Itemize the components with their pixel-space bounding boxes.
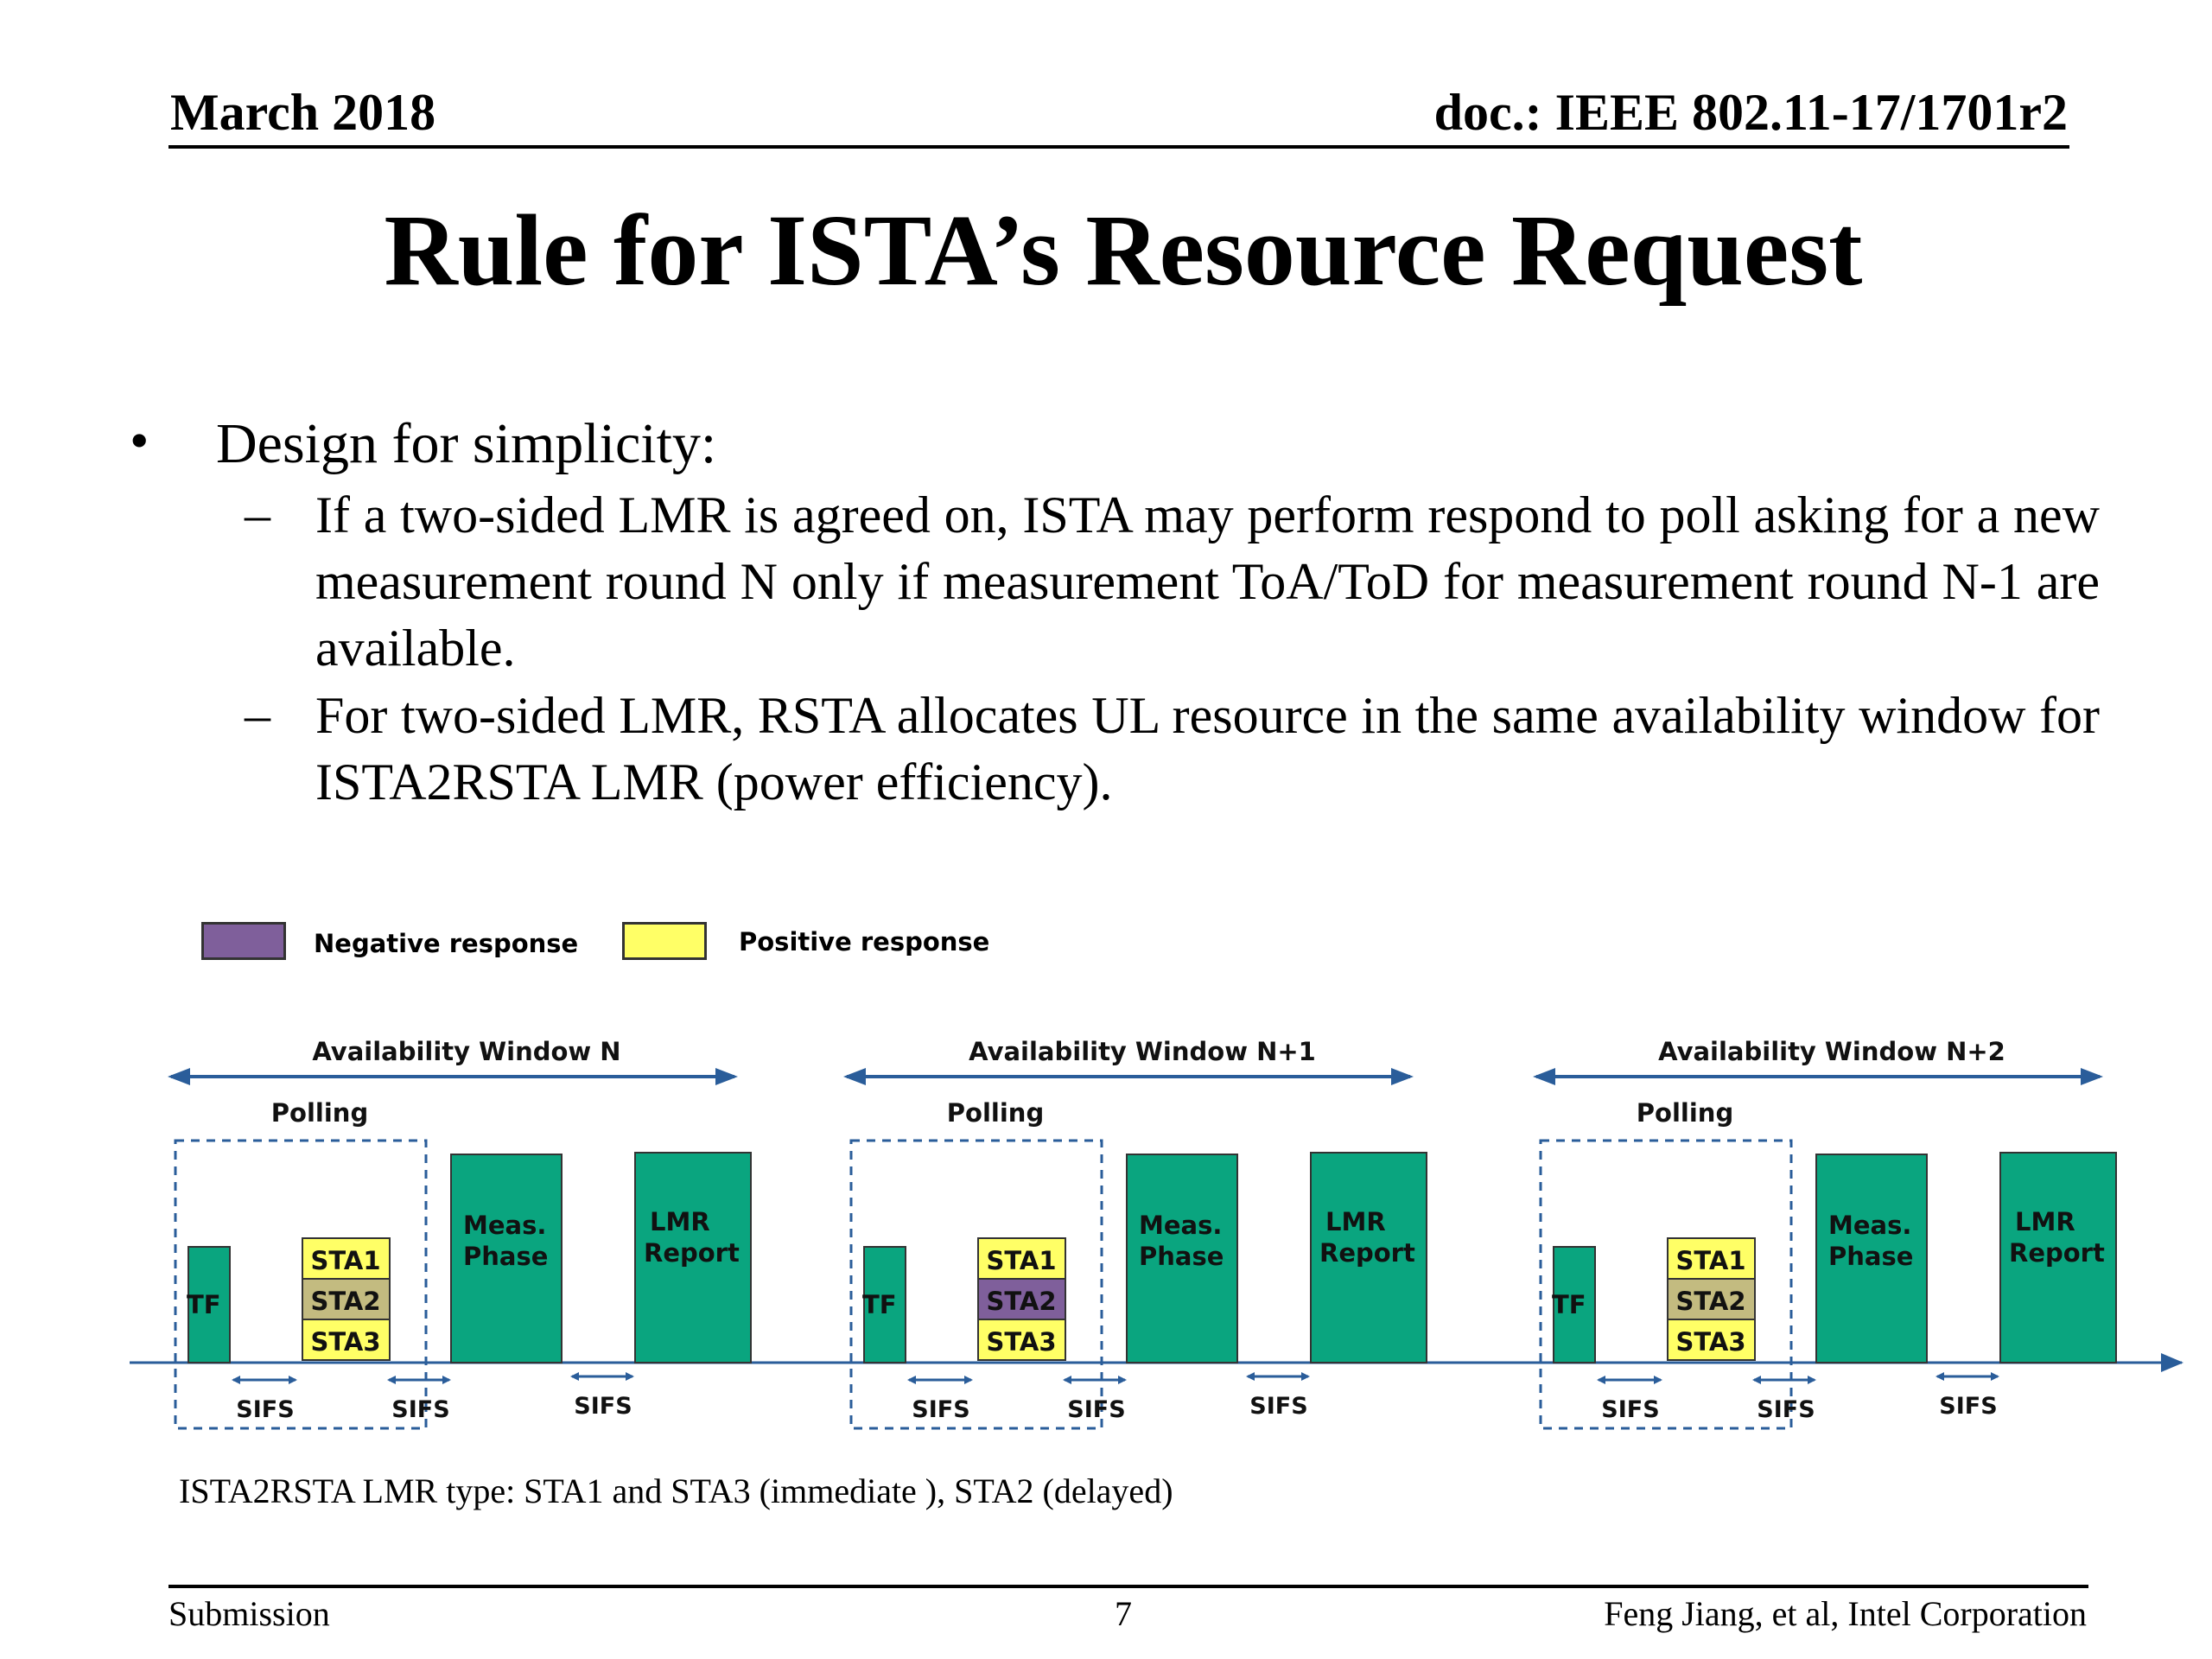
polling-label: Polling <box>946 1098 1045 1128</box>
window-title: Availability Window N+2 <box>1658 1037 2005 1066</box>
tf-label: TF <box>862 1290 897 1319</box>
sifs-label: SIFS <box>391 1396 450 1423</box>
footer-submission: Submission <box>168 1594 330 1633</box>
meas-label: Meas. <box>1139 1211 1223 1240</box>
sifs-label: SIFS <box>1601 1396 1660 1423</box>
sifs-label: SIFS <box>1757 1396 1815 1423</box>
meas-label: Meas. <box>1828 1211 1912 1240</box>
bullet-main: Design for simplicity: <box>216 412 717 475</box>
availability-window-1 <box>847 1037 1427 1428</box>
sta-label: STA2 <box>986 1287 1057 1316</box>
diagram-caption: ISTA2RSTA LMR type: STA1 and STA3 (immediate ), STA2 (delayed) <box>179 1471 1173 1510</box>
sta-label: STA2 <box>1675 1287 1746 1316</box>
sifs-label: SIFS <box>574 1393 632 1420</box>
sifs-label: SIFS <box>236 1396 295 1423</box>
lmr-label: Report <box>1319 1238 1415 1268</box>
sub-bullet-marker: – <box>245 486 270 543</box>
availability-window-0 <box>171 1037 751 1428</box>
sta-label: STA1 <box>310 1246 381 1275</box>
window-title: Availability Window N+1 <box>969 1037 1316 1066</box>
sifs-label: SIFS <box>912 1396 970 1423</box>
sifs-label: SIFS <box>1939 1393 1998 1420</box>
window-title: Availability Window N <box>312 1037 621 1066</box>
lmr-label: Report <box>644 1238 740 1268</box>
footer-author: Feng Jiang, et al, Intel Corporation <box>1604 1594 2087 1633</box>
availability-window-2 <box>1536 1037 2116 1428</box>
meas-label: Meas. <box>463 1211 547 1240</box>
tf-label: TF <box>187 1290 221 1319</box>
header-doc-id: doc.: IEEE 802.11-17/1701r2 <box>1433 84 2068 141</box>
tf-label: TF <box>1552 1290 1586 1319</box>
polling-label: Polling <box>1636 1098 1734 1128</box>
bullet-marker: • <box>130 410 149 471</box>
meas-label: Phase <box>463 1242 549 1271</box>
meas-label: Phase <box>1828 1242 1914 1271</box>
footer-page-number: 7 <box>1115 1594 1132 1633</box>
sifs-label: SIFS <box>1249 1393 1308 1420</box>
sta-label: STA3 <box>310 1327 381 1357</box>
meas-label: Phase <box>1139 1242 1224 1271</box>
legend-positive-label: Positive response <box>739 927 990 957</box>
lmr-label: LMR <box>1325 1207 1386 1236</box>
sub-bullet-marker: – <box>245 686 270 743</box>
sta-label: STA1 <box>1675 1246 1746 1275</box>
slide-title: Rule for ISTA’s Resource Request <box>384 194 1863 307</box>
header-date: March 2018 <box>170 84 436 141</box>
sta-label: STA3 <box>986 1327 1057 1357</box>
sifs-label: SIFS <box>1067 1396 1126 1423</box>
sta-label: STA2 <box>310 1287 381 1316</box>
sub-bullet-2: For two-sided LMR, RSTA allocates UL resource in the same availability window for ISTA2RSTA LMR (power efficiency). <box>315 687 2100 810</box>
sta-label: STA1 <box>986 1246 1057 1275</box>
footer-divider <box>168 1585 2088 1588</box>
lmr-label: Report <box>2009 1238 2105 1268</box>
sta-label: STA3 <box>1675 1327 1746 1357</box>
polling-label: Polling <box>270 1098 369 1128</box>
lmr-label: LMR <box>2015 1207 2075 1236</box>
legend-negative-label: Negative response <box>314 929 579 958</box>
sub-bullet-1: If a two-sided LMR is agreed on, ISTA may perform respond to poll asking for a new measurement round N only if measurement ToA/ToD for measurement round N-1 are available. <box>315 486 2100 677</box>
lmr-label: LMR <box>650 1207 710 1236</box>
